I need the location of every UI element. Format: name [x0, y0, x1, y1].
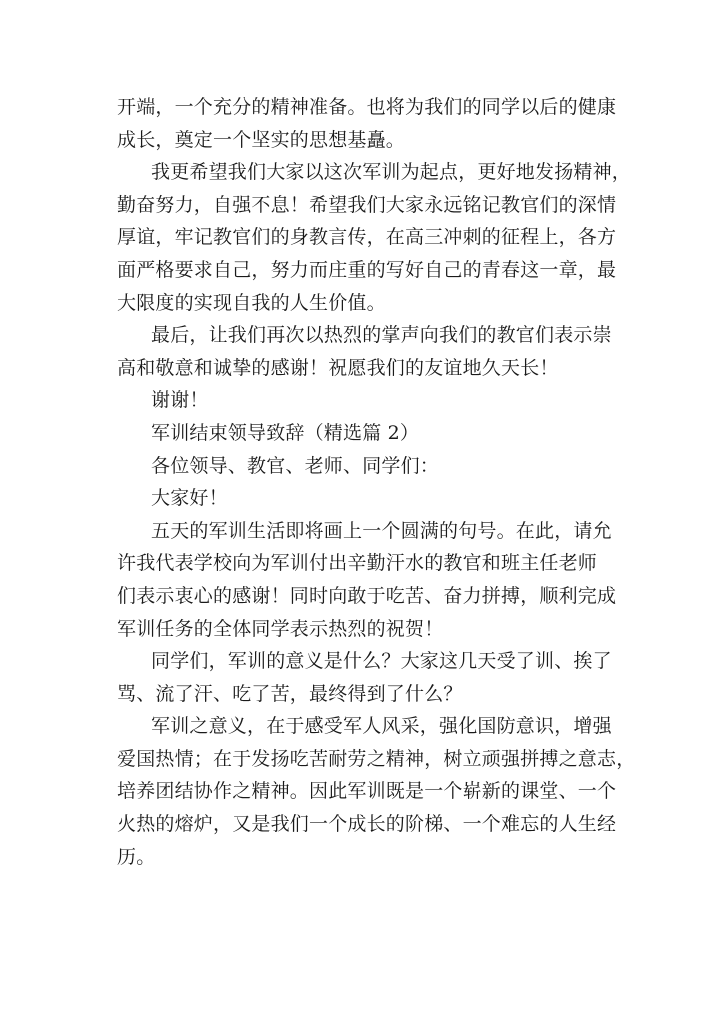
salutation: 各位领导、教官、老师、同学们： — [151, 454, 440, 477]
text-line: 勤奋努力，自强不息！希望我们大家永远铭记教官们的深情 — [117, 193, 617, 216]
greeting: 大家好！ — [151, 487, 228, 510]
text-line: 军训之意义，在于感受军人风采，强化国防意识，增强 — [151, 715, 612, 738]
text-line: 们表示衷心的感谢！同时向敢于吃苦、奋力拼搏，顺利完成 — [117, 584, 617, 607]
text-line: 成长，奠定一个坚实的思想基矗。 — [117, 128, 406, 151]
text-line: 火热的熔炉，又是我们一个成长的阶梯、一个难忘的人生经 — [117, 813, 617, 836]
text-line: 我更希望我们大家以这次军训为起点，更好地发扬精神， — [151, 161, 632, 184]
text-line: 同学们，军训的意义是什么？大家这几天受了训、挨了 — [151, 650, 612, 673]
text-line: 面严格要求自己，努力而庄重的写好自己的青春这一章，最 — [117, 258, 617, 281]
text-line: 谢谢！ — [151, 389, 209, 412]
section-heading: 军训结束领导致辞（精选篇 2） — [151, 421, 420, 444]
text-line: 五天的军训生活即将画上一个圆满的句号。在此，请允 — [151, 519, 612, 542]
text-line: 厚谊，牢记教官们的身教言传，在高三冲刺的征程上，各方 — [117, 226, 617, 249]
document-body — [117, 91, 636, 873]
text-line: 培养团结协作之精神。因此军训既是一个崭新的课堂、一个 — [117, 780, 617, 803]
text-line: 许我代表学校向为军训付出辛勤汗水的教官和班主任老师 — [117, 552, 598, 575]
text-line: 大限度的实现自我的人生价值。 — [117, 291, 386, 314]
text-line: 军训任务的全体同学表示热烈的祝贺！ — [117, 617, 444, 640]
text-line: 历。 — [117, 845, 156, 868]
text-line: 骂、流了汗、吃了苦，最终得到了什么？ — [117, 682, 463, 705]
text-line: 开端，一个充分的精神准备。也将为我们的同学以后的健康 — [117, 96, 617, 118]
text-line: 最后，让我们再次以热烈的掌声向我们的教官们表示崇 — [151, 324, 612, 347]
text-line: 高和敬意和诚挚的感谢！祝愿我们的友谊地久天长！ — [117, 356, 559, 379]
text-line: 爱国热情；在于发扬吃苦耐劳之精神，树立顽强拼搏之意志， — [117, 747, 636, 770]
